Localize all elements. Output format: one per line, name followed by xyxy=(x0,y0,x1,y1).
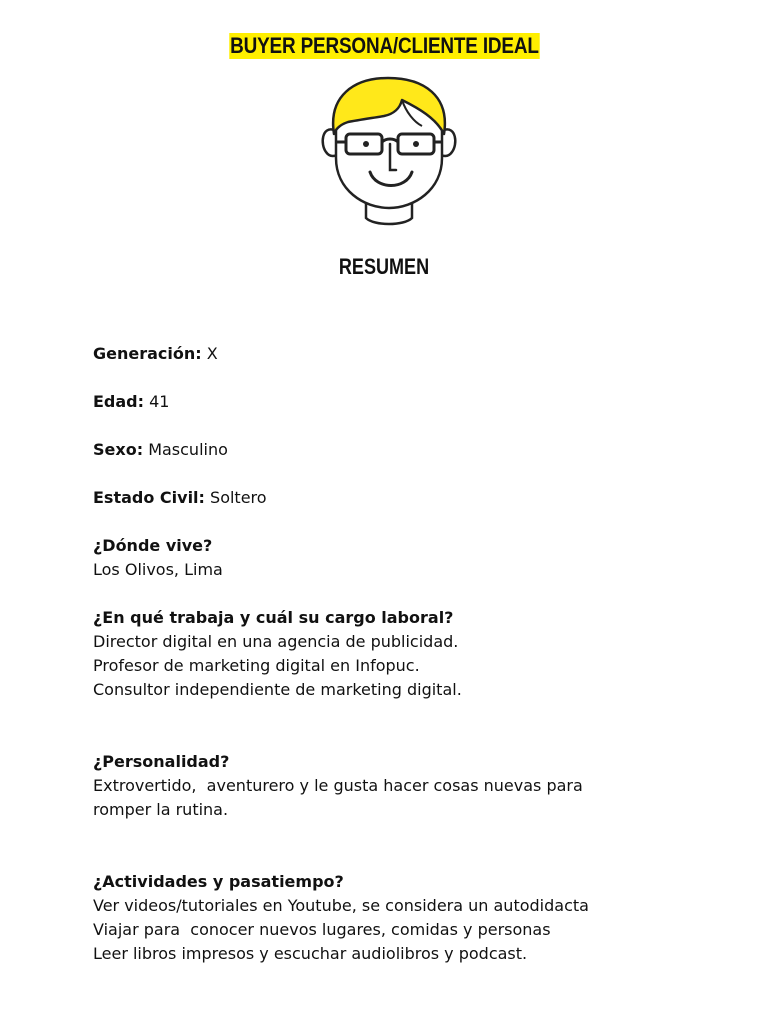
section-line: Los Olivos, Lima xyxy=(93,560,223,579)
section-trabajo xyxy=(93,606,713,702)
field-label: Edad: xyxy=(93,392,145,411)
field-value: Soltero xyxy=(210,488,267,507)
subtitle-container xyxy=(0,254,768,280)
section-question: ¿Actividades y pasatiempo? xyxy=(93,872,344,891)
section-line: Profesor de marketing digital en Infopuc. xyxy=(93,656,420,675)
section-question: ¿Personalidad? xyxy=(93,752,230,771)
field-label: Sexo: xyxy=(93,440,144,459)
section-heading: RESUMEN xyxy=(338,254,430,279)
section-question: ¿En qué trabaja y cuál su cargo laboral? xyxy=(93,608,454,627)
section-line: Ver videos/tutoriales en Youtube, se considera un autodidacta xyxy=(93,896,589,915)
section-personalidad xyxy=(93,750,713,822)
page-title: BUYER PERSONA/CLIENTE IDEAL xyxy=(229,33,539,58)
field-value: 41 xyxy=(149,392,170,411)
field-label: Estado Civil: xyxy=(93,488,205,507)
section-line: Director digital en una agencia de publicidad. xyxy=(93,632,459,651)
title-container xyxy=(0,33,768,59)
field-value: Masculino xyxy=(148,440,228,459)
section-question: ¿Dónde vive? xyxy=(93,536,213,555)
section-line: Viajar para conocer nuevos lugares, comidas y personas xyxy=(93,920,551,939)
field-generacion xyxy=(93,342,713,366)
field-edad xyxy=(93,390,713,414)
section-donde-vive xyxy=(93,534,713,582)
section-line: Leer libros impresos y escuchar audiolibros y podcast. xyxy=(93,944,528,963)
section-actividades xyxy=(93,870,713,966)
field-estado-civil xyxy=(93,486,713,510)
persona-face-icon xyxy=(318,72,460,234)
field-sexo xyxy=(93,438,713,462)
section-line: romper la rutina. xyxy=(93,800,229,819)
section-line: Extrovertido, aventurero y le gusta hacer cosas nuevas para xyxy=(93,776,583,795)
section-line: Consultor independiente de marketing digital. xyxy=(93,680,462,699)
field-value: X xyxy=(206,344,218,363)
field-label: Generación: xyxy=(93,344,202,363)
persona-summary xyxy=(93,342,713,966)
